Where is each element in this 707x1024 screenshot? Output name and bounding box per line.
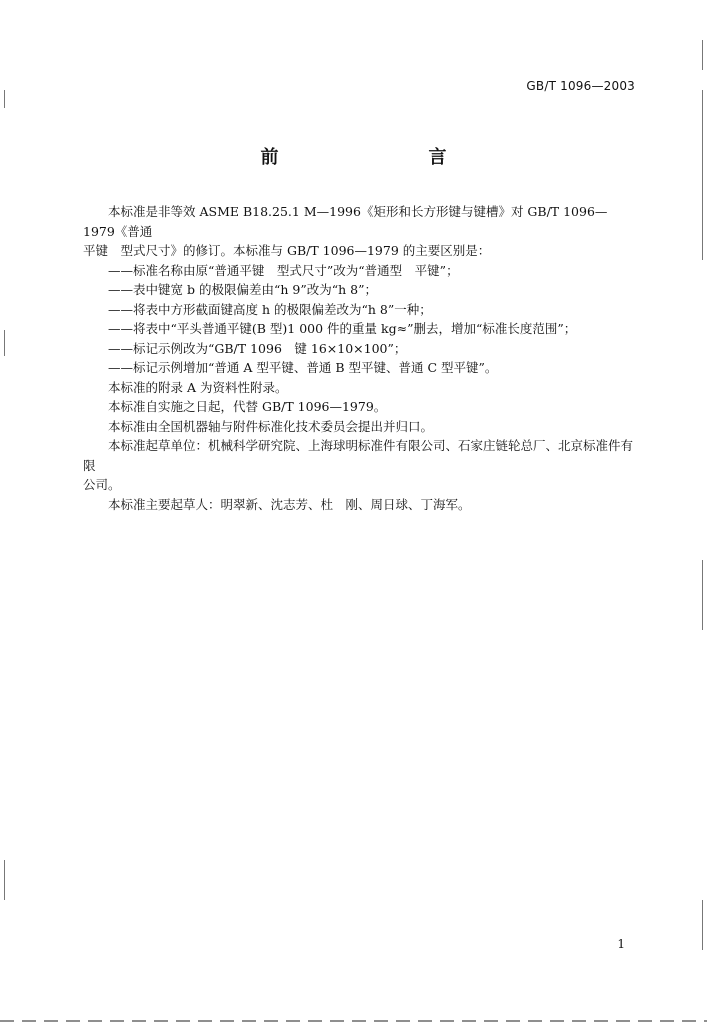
paragraph-proposer: 本标准由全国机器轴与附件标准化技术委员会提出并归口。 xyxy=(108,418,434,434)
paragraph-intro-continued: 平键 型式尺寸》的修订。本标准与 GB/T 1096—1979 的主要区别是： xyxy=(83,243,491,258)
change-item: ——标记示例增加“普通 A 型平键、普通 B 型平键、普通 C 型平键”。 xyxy=(108,360,498,375)
change-item: ——将表中“平头普通平键(B 型)1 000 件的重量 kg≈”删去，增加“标准长度范围”； xyxy=(108,321,577,336)
scan-edge-mark xyxy=(702,40,703,70)
paragraph-drafting-units: 本标准起草单位：机械科学研究院、上海球明标准件有限公司、石家庄链轮总厂、北京标准件有限 xyxy=(83,438,634,473)
change-item: ——表中键宽 b 的极限偏差由“h 9”改为“h 8”； xyxy=(108,282,377,297)
scan-edge-mark xyxy=(4,860,5,900)
change-item: ——标准名称由原“普通平键 型式尺寸”改为“普通型 平键”； xyxy=(108,262,459,278)
scan-edge-mark xyxy=(4,90,5,108)
paragraph-effective: 本标准自实施之日起，代替 GB/T 1096—1979。 xyxy=(108,399,387,414)
paragraph-appendix: 本标准的附录 A 为资料性附录。 xyxy=(108,379,288,395)
scan-edge-mark xyxy=(702,900,703,950)
scan-edge-mark xyxy=(702,90,703,260)
scan-bottom-edge xyxy=(0,1020,707,1022)
scan-edge-mark xyxy=(702,560,703,630)
change-item: ——将表中方形截面键高度 h 的极限偏差改为“h 8”一种； xyxy=(108,301,432,317)
scan-edge-mark xyxy=(4,330,5,356)
paragraph-intro: 本标准是非等效 ASME B18.25.1 M—1996《矩形和长方形键与键槽》对 GB/T 1096—1979《普通 xyxy=(83,204,608,239)
paragraph-drafters: 本标准主要起草人：明翠新、沈志芳、杜 刚、周日球、丁海军。 xyxy=(108,496,471,512)
paragraph-drafting-units-continued: 公司。 xyxy=(83,477,121,492)
foreword-body xyxy=(83,202,637,514)
standard-code: GB/T 1096—2003 xyxy=(526,79,635,93)
page-title: 前 言 xyxy=(260,147,485,168)
page-number: 1 xyxy=(617,937,625,951)
change-item: ——标记示例改为“GB/T 1096 键 16×10×100”； xyxy=(108,340,407,356)
